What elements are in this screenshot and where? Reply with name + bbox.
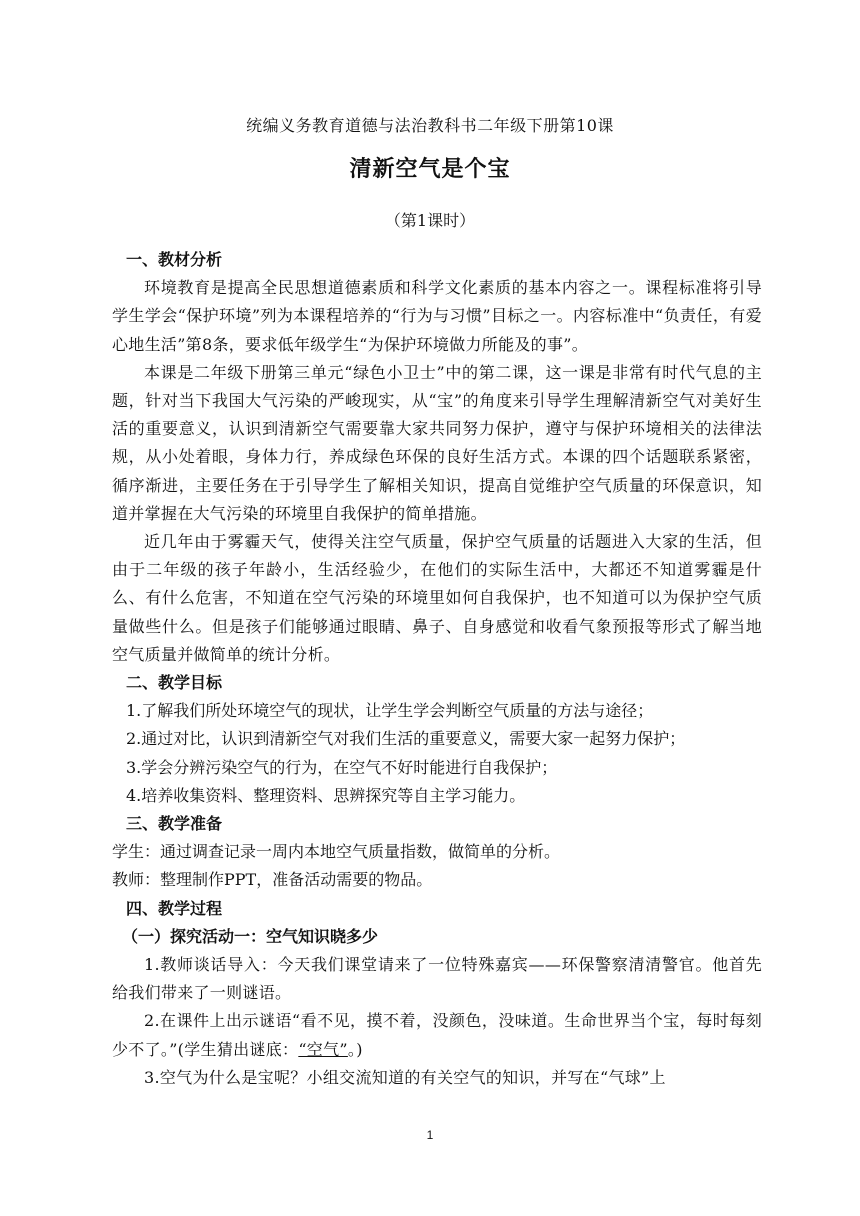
step-2-closing: 。) [347,1039,363,1059]
goal-item: 2.通过对比，认识到清新空气对我们生活的重要意义，需要大家一起努力保护； [126,729,686,749]
goal-item: 4.培养收集资料、整理资料、思辨探究等自主学习能力。 [126,785,526,805]
section-heading-process: 四、教学过程 [126,898,223,918]
goal-item: 3.学会分辨污染空气的行为，在空气不好时能进行自我保护； [126,757,558,777]
goal-item: 1.了解我们所处环境空气的现状，让学生学会判断空气质量的方法与途径； [126,701,654,721]
page-title: 清新空气是个宝 [349,156,511,182]
students-preparation: 学生：通过调查记录一周内本地空气质量指数，做简单的分析。 [112,842,561,862]
teacher-preparation: 教师：整理制作PPT，准备活动需要的物品。 [112,870,433,890]
step-2-text: 2.在课件上出示谜语“看不见，摸不着，没颜色，没味道。生命世界当个宝，每时每刻少不了。”(学生猜出谜底： [112,1011,762,1059]
section-heading-goals: 二、教学目标 [126,673,223,693]
paragraph: 环境教育是提高全民思想道德素质和科学文化素质的基本内容之一。课程标准将引导学生学会“保护环境”列为本课程培养的“行为与习惯”目标之一。内容标准中“负责任，有爱心地生活”第8条，要求低年级学生“为保护环境做力所能及的事”。 [112,278,762,354]
document-body [112,246,762,1092]
section-heading-analysis: 一、教材分析 [126,250,223,269]
process-step-2 [112,1007,762,1063]
riddle-answer-blank: “空气” [298,1039,348,1059]
activity-heading: （一）探究活动一：空气知识晓多少 [122,926,379,946]
paragraph: 本课是二年级下册第三单元“绿色小卫士”中的第二课，这一课是非常有时代气息的主题，针对当下我国大气污染的严峻现实，从“宝”的角度来引导学生理解清新空气对美好生活的重要意义，认识到清新空气需要靠大家共同努力保护，遵守与保护环境相关的法律法规，从小处着眼，身体力行，养成绿色环保的良好生活方式。本课的四个话题联系紧密，循序渐进，主要任务在于引导学生了解相关知识，提高自觉维护空气质量的环保意识，知道并掌握在大气污染的环境里自我保护的简单措施。 [112,362,762,523]
lesson-time: （第1课时） [384,211,476,230]
textbook-series-line: 统编义务教育道德与法治教科书二年级下册第10课 [246,116,614,135]
process-step-3: 3.空气为什么是宝呢？小组交流知道的有关空气的知识，并写在“气球”上 [144,1067,666,1087]
process-step-1: 1.教师谈话导入：今天我们课堂请来了一位特殊嘉宾——环保警察清清警官。他首先给我们带来了一则谜语。 [112,955,762,1003]
page-number: 1 [426,1128,434,1142]
paragraph: 近几年由于雾霾天气，使得关注空气质量，保护空气质量的话题进入大家的生活，但由于二年级的孩子年龄小，生活经验少，在他们的实际生活中，大都还不知道雾霾是什么、有什么危害，不知道在空气污染的环境里如何自我保护，也不知道可以为保护空气质量做些什么。但是孩子们能够通过眼睛、鼻子、自身感觉和收看气象预报等形式了解当地空气质量并做简单的统计分析。 [112,532,762,664]
section-heading-preparation: 三、教学准备 [126,814,223,834]
